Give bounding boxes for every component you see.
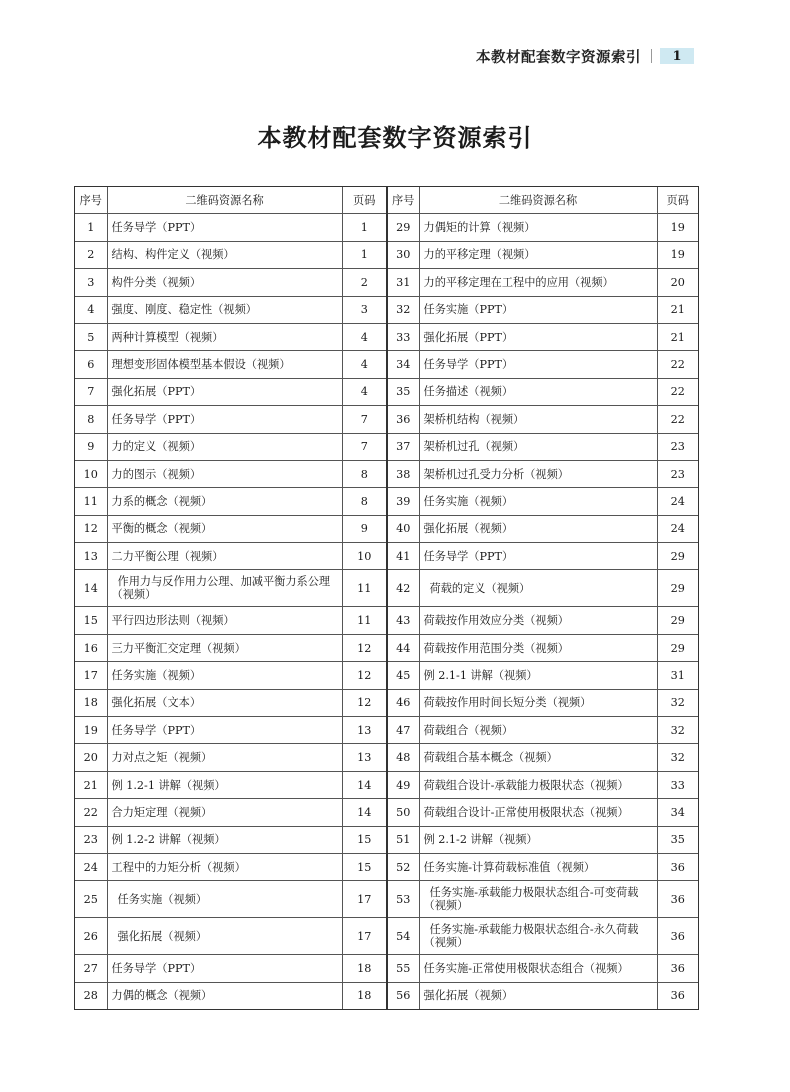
table-row xyxy=(388,460,698,487)
row-seq: 52 xyxy=(388,853,419,880)
row-seq: 36 xyxy=(388,406,419,433)
row-name: 架桥机过孔受力分析（视频） xyxy=(419,460,657,487)
row-seq: 54 xyxy=(388,918,419,955)
row-page: 13 xyxy=(342,717,386,744)
table-row xyxy=(75,269,386,296)
row-seq: 55 xyxy=(388,955,419,982)
table-row xyxy=(75,323,386,350)
header-divider xyxy=(651,49,652,63)
row-seq: 23 xyxy=(75,826,107,853)
table-row xyxy=(388,488,698,515)
table-row xyxy=(75,460,386,487)
index-table-left xyxy=(75,187,386,1009)
row-name: 荷载按作用时间长短分类（视频） xyxy=(419,689,657,716)
column-header-seq: 序号 xyxy=(388,187,419,214)
table-row xyxy=(75,488,386,515)
row-page: 1 xyxy=(342,241,386,268)
row-name: 荷载组合设计-正常使用极限状态（视频） xyxy=(419,799,657,826)
table-row xyxy=(388,269,698,296)
table-row xyxy=(75,433,386,460)
row-name: 力对点之矩（视频） xyxy=(107,744,342,771)
table-row xyxy=(75,717,386,744)
row-page: 32 xyxy=(657,717,698,744)
row-page: 2 xyxy=(342,269,386,296)
row-name: 例 1.2-1 讲解（视频） xyxy=(107,771,342,798)
row-page: 4 xyxy=(342,351,386,378)
row-seq: 48 xyxy=(388,744,419,771)
row-page: 33 xyxy=(657,771,698,798)
row-seq: 25 xyxy=(75,881,107,918)
row-name: 荷载按作用效应分类（视频） xyxy=(419,607,657,634)
row-name: 作用力与反作用力公理、加减平衡力系公理（视频） xyxy=(107,570,342,607)
row-name: 任务实施-计算荷载标准值（视频） xyxy=(419,853,657,880)
row-name: 荷载按作用范围分类（视频） xyxy=(419,634,657,661)
running-title: 本教材配套数字资源索引 xyxy=(476,49,641,66)
table-row xyxy=(388,433,698,460)
table-row xyxy=(388,607,698,634)
table-row xyxy=(75,881,386,918)
table-row xyxy=(75,515,386,542)
row-seq: 12 xyxy=(75,515,107,542)
index-table-right xyxy=(388,187,698,1009)
row-seq: 20 xyxy=(75,744,107,771)
row-seq: 42 xyxy=(388,570,419,607)
table-row xyxy=(388,634,698,661)
row-seq: 21 xyxy=(75,771,107,798)
row-page: 12 xyxy=(342,689,386,716)
row-page: 32 xyxy=(657,689,698,716)
row-seq: 31 xyxy=(388,269,419,296)
row-page: 15 xyxy=(342,826,386,853)
table-row xyxy=(75,689,386,716)
row-name: 任务导学（PPT） xyxy=(107,717,342,744)
table-row xyxy=(388,918,698,955)
row-name: 强化拓展（文本） xyxy=(107,689,342,716)
table-row xyxy=(388,955,698,982)
row-name: 强化拓展（视频） xyxy=(419,515,657,542)
row-page: 34 xyxy=(657,799,698,826)
row-name: 任务实施（PPT） xyxy=(419,296,657,323)
table-row xyxy=(388,799,698,826)
row-page: 14 xyxy=(342,799,386,826)
row-seq: 2 xyxy=(75,241,107,268)
row-page: 12 xyxy=(342,662,386,689)
row-seq: 26 xyxy=(75,918,107,955)
row-name: 任务实施（视频） xyxy=(107,662,342,689)
row-seq: 39 xyxy=(388,488,419,515)
row-name: 任务导学（PPT） xyxy=(419,543,657,570)
row-seq: 56 xyxy=(388,982,419,1009)
table-row xyxy=(75,607,386,634)
row-name: 荷载组合设计-承载能力极限状态（视频） xyxy=(419,771,657,798)
table-row xyxy=(388,881,698,918)
row-name: 力系的概念（视频） xyxy=(107,488,342,515)
row-page: 10 xyxy=(342,543,386,570)
row-name: 例 2.1-1 讲解（视频） xyxy=(419,662,657,689)
row-seq: 13 xyxy=(75,543,107,570)
row-name: 架桥机过孔（视频） xyxy=(419,433,657,460)
table-row xyxy=(75,853,386,880)
table-row xyxy=(388,323,698,350)
row-seq: 47 xyxy=(388,717,419,744)
row-seq: 8 xyxy=(75,406,107,433)
row-name: 两种计算模型（视频） xyxy=(107,323,342,350)
row-page: 8 xyxy=(342,488,386,515)
table-row xyxy=(75,543,386,570)
row-page: 9 xyxy=(342,515,386,542)
row-name: 合力矩定理（视频） xyxy=(107,799,342,826)
table-row xyxy=(75,351,386,378)
table-row xyxy=(388,241,698,268)
row-page: 36 xyxy=(657,853,698,880)
row-seq: 27 xyxy=(75,955,107,982)
row-page: 22 xyxy=(657,351,698,378)
row-seq: 29 xyxy=(388,214,419,241)
row-page: 35 xyxy=(657,826,698,853)
row-seq: 43 xyxy=(388,607,419,634)
table-row xyxy=(75,799,386,826)
table-row xyxy=(388,378,698,405)
row-seq: 34 xyxy=(388,351,419,378)
row-seq: 1 xyxy=(75,214,107,241)
row-seq: 15 xyxy=(75,607,107,634)
column-header-page: 页码 xyxy=(342,187,386,214)
row-seq: 7 xyxy=(75,378,107,405)
row-name: 理想变形固体模型基本假设（视频） xyxy=(107,351,342,378)
row-seq: 11 xyxy=(75,488,107,515)
table-row xyxy=(388,351,698,378)
row-name: 荷载组合基本概念（视频） xyxy=(419,744,657,771)
row-seq: 19 xyxy=(75,717,107,744)
row-seq: 41 xyxy=(388,543,419,570)
table-row xyxy=(388,662,698,689)
row-page: 23 xyxy=(657,433,698,460)
row-page: 22 xyxy=(657,378,698,405)
row-name: 任务实施（视频） xyxy=(107,881,342,918)
table-row xyxy=(75,570,386,607)
row-page: 15 xyxy=(342,853,386,880)
page-title: 本教材配套数字资源索引 xyxy=(257,124,533,152)
row-name: 强化拓展（视频） xyxy=(419,982,657,1009)
table-row xyxy=(75,662,386,689)
table-row xyxy=(388,853,698,880)
row-seq: 5 xyxy=(75,323,107,350)
row-seq: 4 xyxy=(75,296,107,323)
row-seq: 49 xyxy=(388,771,419,798)
table-row xyxy=(75,634,386,661)
table-row xyxy=(75,918,386,955)
row-seq: 44 xyxy=(388,634,419,661)
row-seq: 50 xyxy=(388,799,419,826)
row-seq: 37 xyxy=(388,433,419,460)
row-name: 构件分类（视频） xyxy=(107,269,342,296)
table-row xyxy=(388,406,698,433)
row-name: 任务实施-承载能力极限状态组合-永久荷载（视频） xyxy=(419,918,657,955)
row-name: 力的定义（视频） xyxy=(107,433,342,460)
column-header-name: 二维码资源名称 xyxy=(419,187,657,214)
row-page: 29 xyxy=(657,634,698,661)
table-row xyxy=(75,771,386,798)
row-name: 力的平移定理（视频） xyxy=(419,241,657,268)
row-name: 例 2.1-2 讲解（视频） xyxy=(419,826,657,853)
row-name: 强化拓展（PPT） xyxy=(419,323,657,350)
table-row xyxy=(75,378,386,405)
row-page: 8 xyxy=(342,460,386,487)
row-page: 1 xyxy=(342,214,386,241)
row-name: 任务导学（PPT） xyxy=(107,955,342,982)
row-seq: 53 xyxy=(388,881,419,918)
row-seq: 14 xyxy=(75,570,107,607)
table-row xyxy=(388,570,698,607)
row-page: 4 xyxy=(342,323,386,350)
row-seq: 6 xyxy=(75,351,107,378)
column-header-page: 页码 xyxy=(657,187,698,214)
table-row xyxy=(388,717,698,744)
row-page: 24 xyxy=(657,488,698,515)
table-row xyxy=(388,543,698,570)
row-seq: 16 xyxy=(75,634,107,661)
row-page: 29 xyxy=(657,570,698,607)
row-name: 强化拓展（PPT） xyxy=(107,378,342,405)
row-name: 力的平移定理在工程中的应用（视频） xyxy=(419,269,657,296)
row-name: 力的图示（视频） xyxy=(107,460,342,487)
row-name: 力偶矩的计算（视频） xyxy=(419,214,657,241)
row-page: 31 xyxy=(657,662,698,689)
row-name: 平衡的概念（视频） xyxy=(107,515,342,542)
table-row xyxy=(388,826,698,853)
row-page: 29 xyxy=(657,607,698,634)
row-name: 强度、刚度、稳定性（视频） xyxy=(107,296,342,323)
row-seq: 35 xyxy=(388,378,419,405)
row-name: 强化拓展（视频） xyxy=(107,918,342,955)
row-seq: 32 xyxy=(388,296,419,323)
row-seq: 40 xyxy=(388,515,419,542)
row-seq: 22 xyxy=(75,799,107,826)
resource-index-table xyxy=(74,186,699,1010)
row-name: 平行四边形法则（视频） xyxy=(107,607,342,634)
row-name: 任务导学（PPT） xyxy=(419,351,657,378)
row-page: 3 xyxy=(342,296,386,323)
table-row xyxy=(388,296,698,323)
row-page: 20 xyxy=(657,269,698,296)
row-seq: 17 xyxy=(75,662,107,689)
row-page: 11 xyxy=(342,570,386,607)
row-seq: 28 xyxy=(75,982,107,1009)
row-name: 任务实施-正常使用极限状态组合（视频） xyxy=(419,955,657,982)
row-seq: 51 xyxy=(388,826,419,853)
row-page: 18 xyxy=(342,955,386,982)
row-name: 任务实施-承载能力极限状态组合-可变荷载（视频） xyxy=(419,881,657,918)
table-row xyxy=(388,689,698,716)
table-row xyxy=(75,406,386,433)
header-row xyxy=(388,187,698,214)
row-seq: 46 xyxy=(388,689,419,716)
column-header-name: 二维码资源名称 xyxy=(107,187,342,214)
running-header xyxy=(476,46,694,66)
row-name: 工程中的力矩分析（视频） xyxy=(107,853,342,880)
row-seq: 33 xyxy=(388,323,419,350)
row-name: 例 1.2-2 讲解（视频） xyxy=(107,826,342,853)
row-page: 12 xyxy=(342,634,386,661)
row-page: 11 xyxy=(342,607,386,634)
row-seq: 30 xyxy=(388,241,419,268)
table-row xyxy=(388,744,698,771)
row-seq: 18 xyxy=(75,689,107,716)
row-page: 36 xyxy=(657,881,698,918)
row-page: 13 xyxy=(342,744,386,771)
row-name: 架桥机结构（视频） xyxy=(419,406,657,433)
table-row xyxy=(75,214,386,241)
table-row xyxy=(75,955,386,982)
row-page: 7 xyxy=(342,433,386,460)
row-page: 7 xyxy=(342,406,386,433)
row-page: 17 xyxy=(342,881,386,918)
row-page: 14 xyxy=(342,771,386,798)
table-row xyxy=(388,515,698,542)
row-name: 二力平衡公理（视频） xyxy=(107,543,342,570)
table-row xyxy=(75,826,386,853)
row-name: 结构、构件定义（视频） xyxy=(107,241,342,268)
row-name: 任务导学（PPT） xyxy=(107,214,342,241)
row-name: 任务导学（PPT） xyxy=(107,406,342,433)
page-number: 1 xyxy=(660,48,694,64)
row-page: 19 xyxy=(657,214,698,241)
table-row xyxy=(75,744,386,771)
row-page: 4 xyxy=(342,378,386,405)
row-page: 21 xyxy=(657,296,698,323)
table-row xyxy=(388,214,698,241)
row-page: 23 xyxy=(657,460,698,487)
row-page: 18 xyxy=(342,982,386,1009)
row-page: 29 xyxy=(657,543,698,570)
row-seq: 9 xyxy=(75,433,107,460)
row-page: 21 xyxy=(657,323,698,350)
row-page: 17 xyxy=(342,918,386,955)
row-name: 任务实施（视频） xyxy=(419,488,657,515)
row-page: 36 xyxy=(657,918,698,955)
row-name: 任务描述（视频） xyxy=(419,378,657,405)
row-name: 力偶的概念（视频） xyxy=(107,982,342,1009)
header-row xyxy=(75,187,386,214)
table-row xyxy=(75,982,386,1009)
table-row xyxy=(75,241,386,268)
row-page: 36 xyxy=(657,955,698,982)
column-header-seq: 序号 xyxy=(75,187,107,214)
row-name: 三力平衡汇交定理（视频） xyxy=(107,634,342,661)
row-name: 荷载组合（视频） xyxy=(419,717,657,744)
row-seq: 10 xyxy=(75,460,107,487)
row-page: 24 xyxy=(657,515,698,542)
row-seq: 38 xyxy=(388,460,419,487)
row-name: 荷载的定义（视频） xyxy=(419,570,657,607)
row-page: 32 xyxy=(657,744,698,771)
table-row xyxy=(75,296,386,323)
row-page: 19 xyxy=(657,241,698,268)
table-row xyxy=(388,982,698,1009)
row-seq: 24 xyxy=(75,853,107,880)
table-row xyxy=(388,771,698,798)
row-seq: 45 xyxy=(388,662,419,689)
row-page: 22 xyxy=(657,406,698,433)
row-page: 36 xyxy=(657,982,698,1009)
row-seq: 3 xyxy=(75,269,107,296)
